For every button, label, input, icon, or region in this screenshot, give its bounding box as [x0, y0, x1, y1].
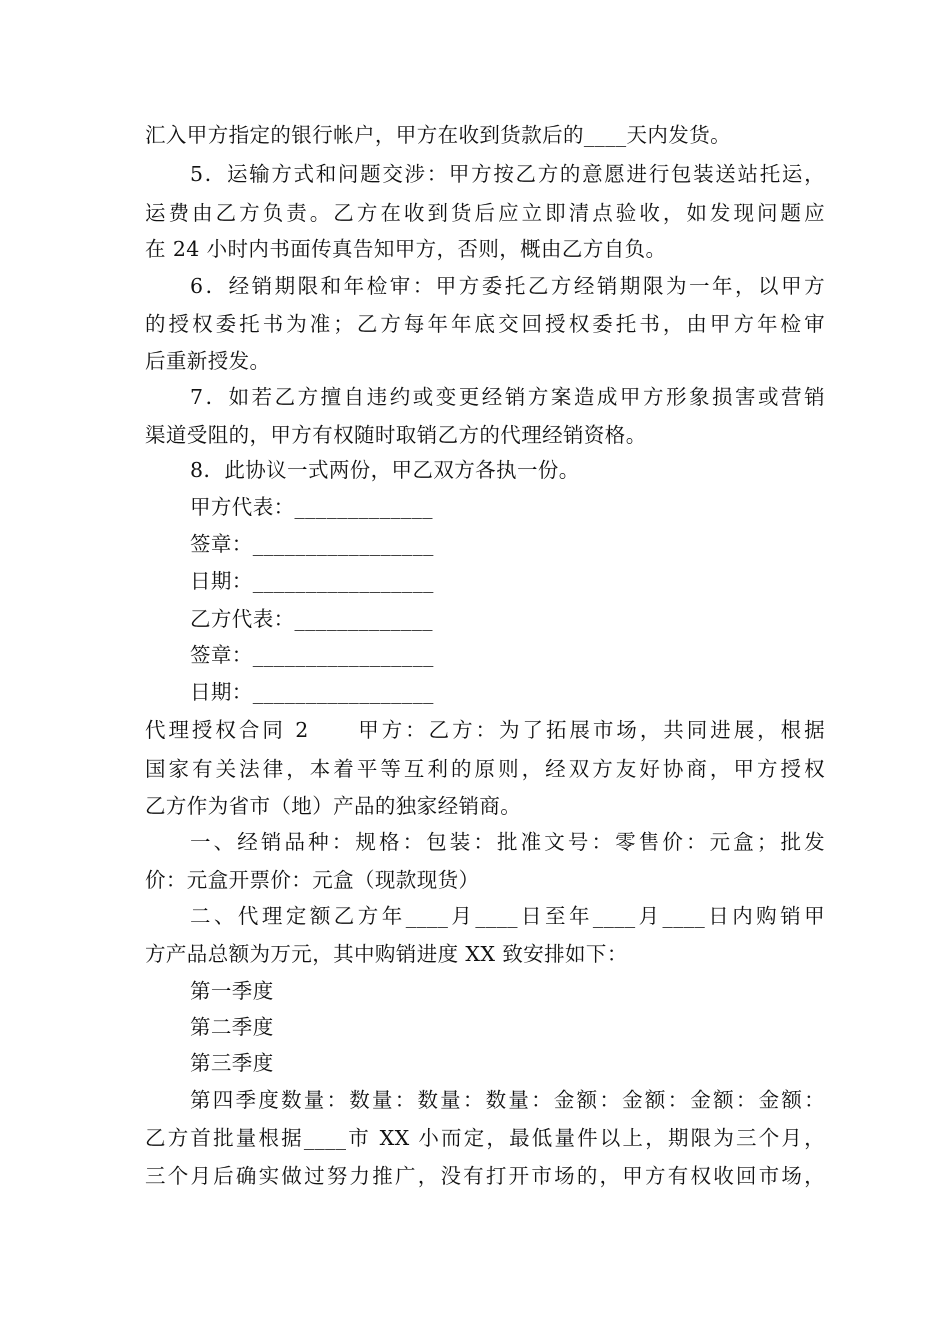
- signature-line: 日期：_________________: [190, 569, 434, 593]
- text-line: 第二季度: [190, 1015, 274, 1039]
- text-line: 国家有关法律，本着平等互利的原则，经双方友好协商，甲方授权: [145, 757, 825, 781]
- text-line: 汇入甲方指定的银行帐户，甲方在收到货款后的____天内发货。: [145, 123, 731, 147]
- text-line: 代理授权合同 2 甲方：乙方：为了拓展市场，共同进展，根据: [145, 718, 825, 742]
- text-line: 8．此协议一式两份，甲乙双方各执一份。: [190, 458, 580, 482]
- text-line: 第四季度数量：数量：数量：数量：金额：金额：金额：金额：: [190, 1088, 825, 1112]
- signature-line: 签章：_________________: [190, 643, 434, 667]
- text-line: 三个月后确实做过努力推广，没有打开市场的，甲方有权收回市场，: [145, 1164, 825, 1188]
- signature-line: 日期：_________________: [190, 680, 434, 704]
- signature-line: 签章：_________________: [190, 532, 434, 556]
- text-line: 一、经销品种：规格：包装：批准文号：零售价：元盒；批发: [190, 830, 825, 854]
- text-line: 方产品总额为万元，其中购销进度 XX 致安排如下：: [145, 942, 628, 966]
- text-line: 乙方首批量根据____市 XX 小而定，最低量件以上，期限为三个月，: [145, 1126, 825, 1150]
- text-line: 价：元盒开票价：元盒（现款现货）: [145, 868, 480, 892]
- text-line: 第一季度: [190, 979, 274, 1003]
- text-line: 在 24 小时内书面传真告知甲方，否则，概由乙方自负。: [145, 237, 667, 261]
- text-line: 渠道受阻的，甲方有权随时取销乙方的代理经销资格。: [145, 423, 647, 447]
- text-line: 7．如若乙方擅自违约或变更经销方案造成甲方形象损害或营销: [190, 385, 825, 409]
- text-line: 第三季度: [190, 1051, 274, 1075]
- signature-line: 甲方代表：_____________: [190, 495, 433, 519]
- signature-line: 乙方代表：_____________: [190, 607, 433, 631]
- text-line: 后重新授发。: [145, 349, 271, 373]
- text-line: 的授权委托书为准；乙方每年年底交回授权委托书，由甲方年检审: [145, 312, 825, 336]
- text-line: 二、代理定额乙方年____月____日至年____月____日内购销甲: [190, 904, 825, 928]
- text-line: 运费由乙方负责。乙方在收到货后应立即清点验收，如发现问题应: [145, 201, 825, 225]
- text-line: 6．经销期限和年检审：甲方委托乙方经销期限为一年，以甲方: [190, 274, 825, 298]
- text-line: 乙方作为省市（地）产品的独家经销商。: [145, 794, 522, 818]
- text-line: 5．运输方式和问题交涉：甲方按乙方的意愿进行包装送站托运，: [190, 162, 825, 186]
